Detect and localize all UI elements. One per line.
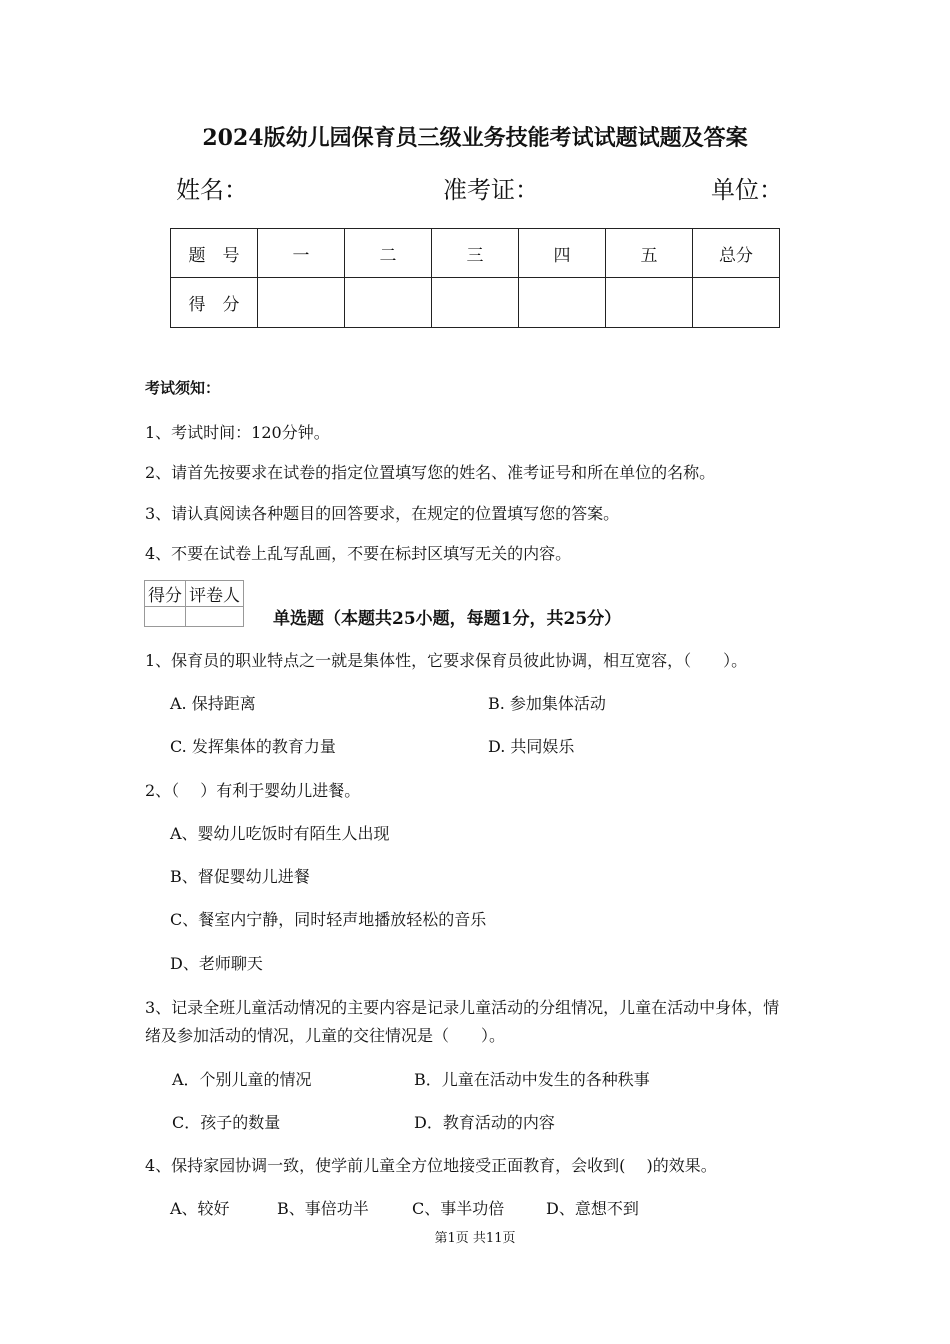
question-option[interactable]: A、婴幼儿吃饭时有陌生人出现 bbox=[170, 824, 390, 843]
question-option[interactable]: C. 发挥集体的教育力量 bbox=[170, 737, 336, 756]
score-input-cell[interactable] bbox=[432, 278, 519, 328]
question-option[interactable]: D、老师聊天 bbox=[170, 954, 263, 973]
question-option[interactable]: D. 共同娱乐 bbox=[488, 737, 575, 756]
grader-box-score-cell[interactable] bbox=[145, 607, 186, 627]
question-option[interactable]: A. 保持距离 bbox=[170, 694, 256, 713]
question-option[interactable]: C、事半功倍 bbox=[412, 1199, 505, 1218]
question-stem: 4、保持家园协调一致，使学前儿童全方位地接受正面教育，会收到( )的效果。 bbox=[145, 1156, 717, 1175]
question-stem: 2、（ ）有利于婴幼儿进餐。 bbox=[145, 781, 361, 800]
score-table bbox=[170, 228, 780, 328]
grader-box-grader-cell[interactable] bbox=[186, 607, 244, 627]
score-table-cell: 二 bbox=[345, 229, 432, 278]
question-option[interactable]: A．个别儿童的情况 bbox=[172, 1070, 312, 1089]
score-table-cell: 三 bbox=[432, 229, 519, 278]
question-option[interactable]: B、事倍功半 bbox=[277, 1199, 369, 1218]
notice-item: 1、考试时间：120分钟。 bbox=[145, 423, 330, 442]
notice-heading: 考试须知： bbox=[145, 379, 221, 397]
score-input-cell[interactable] bbox=[693, 278, 780, 328]
name-field-label: 姓名： bbox=[176, 176, 248, 204]
question-option[interactable]: B、督促婴幼儿进餐 bbox=[170, 867, 310, 886]
score-input-cell[interactable] bbox=[258, 278, 345, 328]
score-table-cell: 题 号 bbox=[171, 229, 258, 278]
notice-item: 3、请认真阅读各种题目的回答要求，在规定的位置填写您的答案。 bbox=[145, 504, 620, 523]
score-table-header-row bbox=[171, 229, 780, 278]
score-input-cell[interactable] bbox=[519, 278, 606, 328]
page-number-footer: 第1页 共11页 bbox=[434, 1231, 516, 1246]
question-stem-continued: 绪及参加活动的情况，儿童的交往情况是（ ）。 bbox=[145, 1026, 506, 1045]
question-stem: 3、记录全班儿童活动情况的主要内容是记录儿童活动的分组情况，儿童在活动中身体，情 bbox=[145, 998, 780, 1017]
grader-box-score-label: 得分 bbox=[145, 581, 186, 607]
question-option[interactable]: C．孩子的数量 bbox=[172, 1113, 281, 1132]
score-table-cell: 五 bbox=[606, 229, 693, 278]
score-table-cell: 四 bbox=[519, 229, 606, 278]
unit-field-label: 单位： bbox=[711, 176, 783, 204]
score-table-cell: 一 bbox=[258, 229, 345, 278]
score-input-cell[interactable] bbox=[606, 278, 693, 328]
question-option[interactable]: A、较好 bbox=[170, 1199, 230, 1218]
score-table-score-row bbox=[171, 278, 780, 328]
grader-box-grader-label: 评卷人 bbox=[186, 581, 244, 607]
document-title: 2024版幼儿园保育员三级业务技能考试试题试题及答案 bbox=[202, 125, 748, 151]
question-option[interactable]: B．儿童在活动中发生的各种秩事 bbox=[414, 1070, 650, 1089]
exam-number-field-label: 准考证： bbox=[443, 176, 539, 204]
question-option[interactable]: C、餐室内宁静，同时轻声地播放轻松的音乐 bbox=[170, 910, 487, 929]
score-table-cell: 得 分 bbox=[171, 278, 258, 328]
grader-box bbox=[144, 580, 244, 627]
question-stem: 1、保育员的职业特点之一就是集体性，它要求保育员彼此协调，相互宽容，（ ）。 bbox=[145, 651, 748, 670]
section-title: 单选题（本题共25小题，每题1分，共25分） bbox=[273, 609, 622, 629]
notice-item: 2、请首先按要求在试卷的指定位置填写您的姓名、准考证号和所在单位的名称。 bbox=[145, 463, 716, 482]
question-option[interactable]: D．教育活动的内容 bbox=[414, 1113, 555, 1132]
notice-item: 4、不要在试卷上乱写乱画，不要在标封区填写无关的内容。 bbox=[145, 544, 572, 563]
question-option[interactable]: B. 参加集体活动 bbox=[488, 694, 606, 713]
question-option[interactable]: D、意想不到 bbox=[546, 1199, 639, 1218]
score-input-cell[interactable] bbox=[345, 278, 432, 328]
score-table-cell: 总分 bbox=[693, 229, 780, 278]
